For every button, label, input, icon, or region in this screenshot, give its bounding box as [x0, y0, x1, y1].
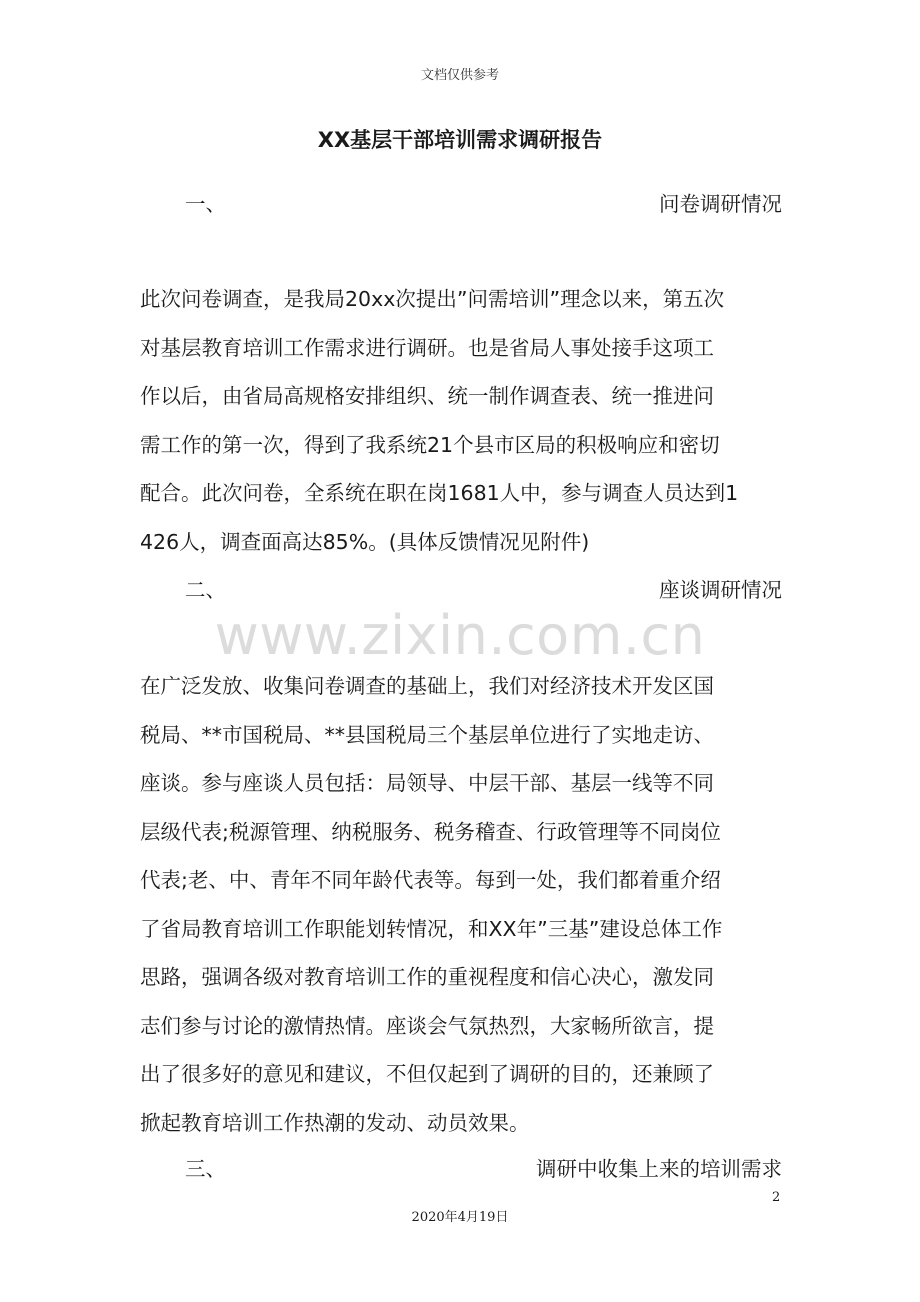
paragraph-line: 志们参与讨论的激情热情。座谈会气氛热烈，大家畅所欲言，提 [140, 1013, 714, 1038]
paragraph-line: 此次问卷调查，是我局20xx次提出”问需培训”理念以来，第五次 [140, 287, 725, 311]
section-heading-text: 调研中收集上来的培训需求 [536, 1157, 782, 1181]
paragraph-line: 出了很多好的意见和建议，不但仅起到了调研的目的，还兼顾了 [140, 1062, 714, 1086]
paragraph-line: 代表;老、中、青年不同年龄代表等。每到一处，我们都着重介绍 [140, 868, 721, 892]
section-heading-3 [185, 1152, 782, 1182]
paragraph-line: 426人，调查面高达85%。(具体反馈情况见附件) [140, 529, 590, 554]
section-heading-1 [185, 187, 782, 217]
section-number: 二、 [185, 578, 226, 602]
page-number: 2 [772, 1190, 781, 1205]
footer-date: 2020年4月19日 [411, 1210, 509, 1225]
paragraph-line: 思路，强调各级对教育培训工作的重视程度和信心决心，激发同 [140, 965, 714, 989]
paragraph-line: 作以后，由省局高规格安排组织、统一制作调查表、统一推进问 [140, 384, 714, 408]
section-number: 三、 [185, 1157, 226, 1181]
paragraph-1 [140, 284, 782, 575]
header-note: 文档仅供参考 [420, 68, 499, 83]
paragraph-line: 了省局教育培训工作职能划转情况，和XX年”三基”建设总体工作 [140, 916, 723, 941]
section-heading-2 [185, 573, 782, 603]
paragraph-line: 税局、**市国税局、**县国税局三个基层单位进行了实地走访、 [140, 722, 714, 747]
paragraph-line: 在广泛发放、收集问卷调查的基础上，我们对经济技术开发区国 [140, 674, 714, 698]
paragraph-line: 配合。此次问卷，全系统在职在岗1681人中，参与调查人员达到1 [140, 481, 739, 505]
paragraph-2 [140, 671, 782, 1156]
paragraph-line: 需工作的第一次，得到了我系统21个县市区局的积极响应和密切 [140, 432, 720, 457]
document-title: XX基层干部培训需求调研报告 [317, 128, 603, 152]
paragraph-line: 掀起教育培训工作热潮的发动、动员效果。 [140, 1110, 530, 1135]
paragraph-line: 座谈。参与座谈人员包括：局领导、中层干部、基层一线等不同 [140, 771, 714, 795]
paragraph-line: 层级代表;税源管理、纳税服务、税务稽查、行政管理等不同岗位 [140, 819, 721, 844]
paragraph-line: 对基层教育培训工作需求进行调研。也是省局人事处接手这项工 [140, 335, 714, 360]
section-heading-text: 座谈调研情况 [659, 578, 782, 602]
section-heading-text: 问卷调研情况 [659, 192, 782, 216]
watermark: www.zixin.com.cn [214, 604, 706, 667]
section-number: 一、 [185, 192, 226, 216]
